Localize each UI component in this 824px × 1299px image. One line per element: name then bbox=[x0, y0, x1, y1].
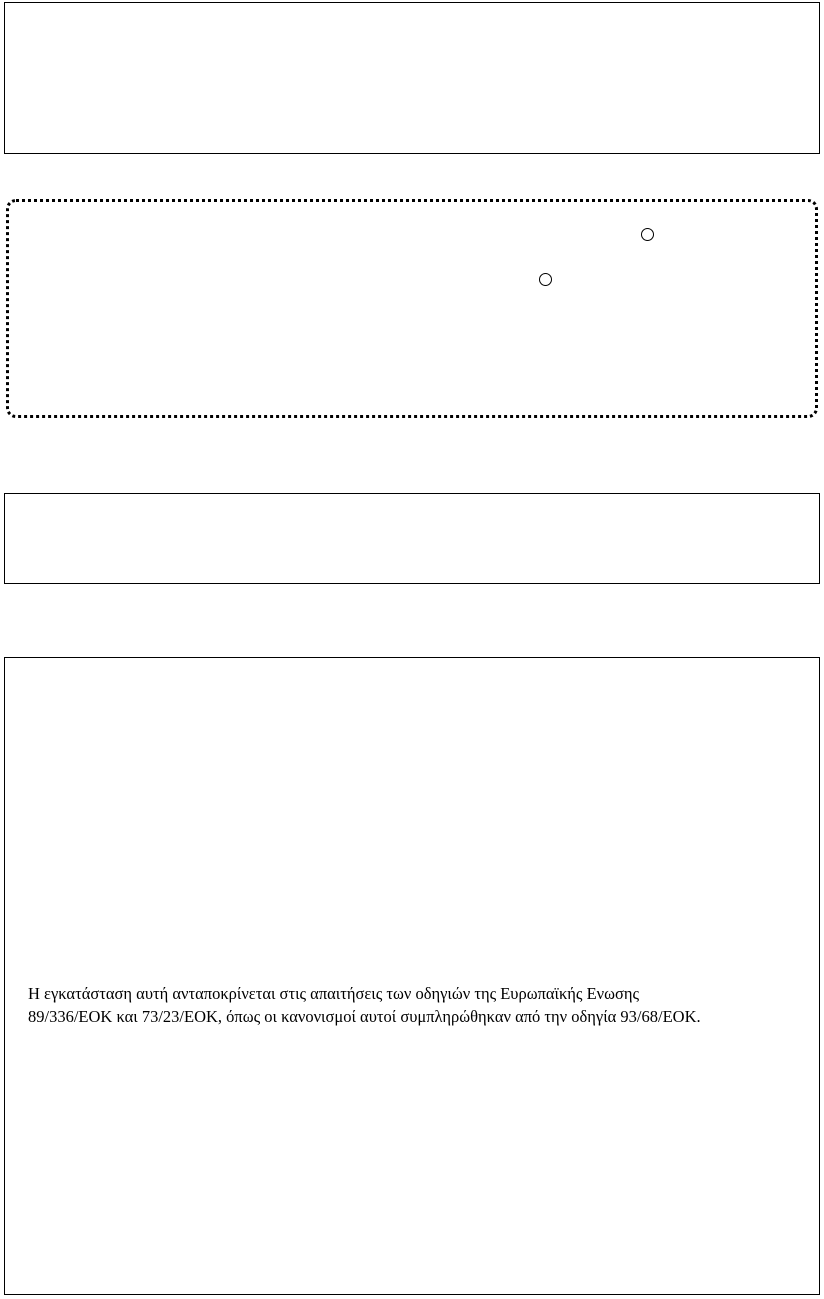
body-frame bbox=[4, 657, 820, 1295]
conformity-declaration-text: Η εγκατάσταση αυτή ανταποκρίνεται στις απαιτήσεις των οδηγιών της Ευρωπαϊκής Ενωσης 89/336/ΕΟΚ και 73/23/ΕΟΚ, όπως οι κανονισμοί αυτοί συμπληρώθηκαν από την οδηγία 93/68/ΕΟΚ. bbox=[28, 983, 701, 1026]
middle-frame bbox=[4, 493, 820, 584]
circle-marker-icon-lower bbox=[539, 273, 552, 286]
dotted-frame bbox=[6, 199, 818, 418]
top-frame bbox=[4, 2, 820, 154]
circle-marker-icon-upper bbox=[641, 228, 654, 241]
